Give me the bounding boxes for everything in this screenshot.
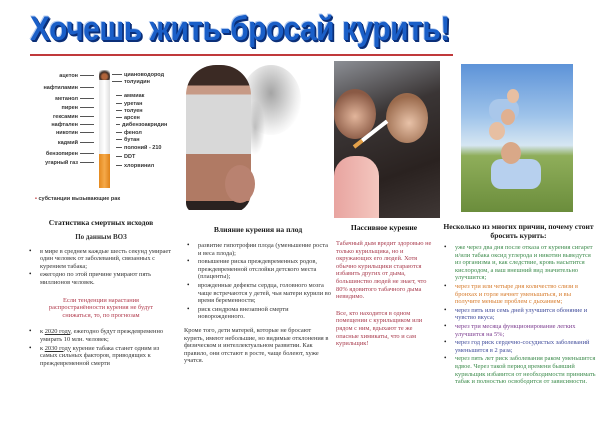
substance-label: дибензоакридин (114, 122, 167, 128)
substance-label: бутан (114, 137, 140, 143)
reason-bullet: • через пять или семь дней улучшится обоняние и чувство вкуса; (441, 307, 596, 322)
reason-bullet: • через три или четыре дня количество слизи в бронхах и горле начнет уменьшаться, и вы получите меньше проблем с дыханием; (441, 283, 596, 306)
passive-smoking-image (334, 61, 440, 218)
passive-paragraph: Табачный дым вредит здоровью не только курильщика, но и окружающих его людей. Хотя обычно курильщики стараются избавить других от дыма, большинство людей не знает, что 80% ядовитого табачного дыма невидимо. (336, 240, 432, 301)
substance-label: аммиак (114, 93, 144, 99)
substance-label: нафтиламин (30, 85, 96, 91)
substance-label: полоний - 210 (114, 145, 161, 151)
fetus-bullet: • риск синдрома внезапной смерти новорожденного. (184, 306, 332, 321)
reason-bullet: • уже через два дня после отказа от курения сигарет и/или табака оксид углерода и никотин выведутся из организма и, как следствие, кровь насытится кислородом, а ваш внешний вид значительно улучшится; (441, 244, 596, 282)
substance-label: уретан (114, 101, 142, 107)
fetus-bullet: • врожденные дефекты сердца, головного мозга чаще встречаются у детей, чьи матери курили во время беременности; (184, 282, 332, 305)
stats-bullet: • ежегодно по этой причине умирают пять миллионов человек. (26, 271, 176, 286)
fetus-section (184, 225, 332, 365)
passive-paragraph: Все, кто находится в одном помещении с курильщиком или рядом с ним, вдыхают те же опасные химикаты, что и сам курильщик! (336, 309, 423, 348)
reasons-section (441, 222, 596, 387)
forecast-warning: Если тенденции нарастания распространённости курения не будут снижаться, то, по прогнозам (48, 296, 154, 319)
stats-bullet: • в мире в среднем каждые шесть секунд умирает один человек от заболеваний, связанных с курением табака; (26, 248, 176, 271)
substance-label: фенол (114, 130, 142, 136)
substance-label: хлорвинил (114, 163, 154, 169)
reason-bullet: • через три месяца функционирование легких улучшится на 5%; (441, 323, 596, 338)
stats-title: Статистика смертных исходов (48, 218, 154, 227)
title-underline (30, 54, 453, 56)
diagram-legend: • субстанции вызывающие рак (35, 196, 121, 202)
substance-label: арсен (114, 115, 140, 121)
fetus-title: Влияние курения на плод (213, 225, 303, 234)
poster-title: Хочешь жить-бросай курить! (30, 10, 450, 48)
substance-label: пирен (30, 105, 96, 111)
reason-bullet: • через пять лет риск заболевания раком уменьшится вдвое. Через такой период времени бывший курильщик избавится от необходимости принимать табак и полностью освободится от зависимости. (441, 355, 596, 385)
stats-subtitle: По данным ВОЗ (75, 233, 127, 241)
substance-label: толуидин (110, 79, 150, 85)
reasons-title: Несколько из многих причин, почему стоит бросить курить: (443, 222, 594, 240)
substance-label: бензопирен (30, 151, 96, 157)
substance-label: угарный газ (30, 160, 96, 166)
happy-family-image (461, 64, 573, 212)
cigarette-diagram (30, 62, 180, 207)
forecast-bullet: • к 2020 году, ежегодно будут преждевременно умирать 10 млн. человек; (26, 328, 176, 343)
substance-label: кадмий (30, 140, 96, 146)
passive-title: Пассивное курение (350, 223, 418, 232)
substance-label: ацетон (30, 73, 96, 79)
stats-section (26, 218, 176, 368)
pregnant-woman-image (183, 60, 328, 210)
substance-label: никотин (30, 130, 96, 136)
substance-label: гексамин (30, 114, 96, 120)
forecast-bullet: • к 2030 году курение табака станет одним из самых сильных факторов, приводящих к преждевременной смерти (26, 345, 176, 368)
cigarette-icon (99, 70, 110, 188)
fetus-bullet: • развитие гипотрофии плода (уменьшение роста и веса плода); (184, 242, 332, 257)
substance-label: толуен (114, 108, 143, 114)
substance-label: циановодород (110, 72, 164, 78)
passive-section (336, 223, 432, 357)
substance-label: метанол (30, 96, 96, 102)
fetus-paragraph: Кроме того, дети матерей, которые не бросают курить, имеют небольшие, но видимые отклонения в физическом и интеллектуальном развитии. Как правило, они отстают в росте, чаще болеют, хуже учатся. (184, 326, 329, 365)
substance-label: нафтален (30, 122, 96, 128)
reason-bullet: • через год риск сердечно-сосудистых заболеваний уменьшится в 2 раза; (441, 339, 596, 354)
substance-label: DDT (114, 154, 135, 160)
fetus-bullet: • повышение риска преждевременных родов, преждевременной отслойки детского места (плаценты); (184, 258, 332, 281)
